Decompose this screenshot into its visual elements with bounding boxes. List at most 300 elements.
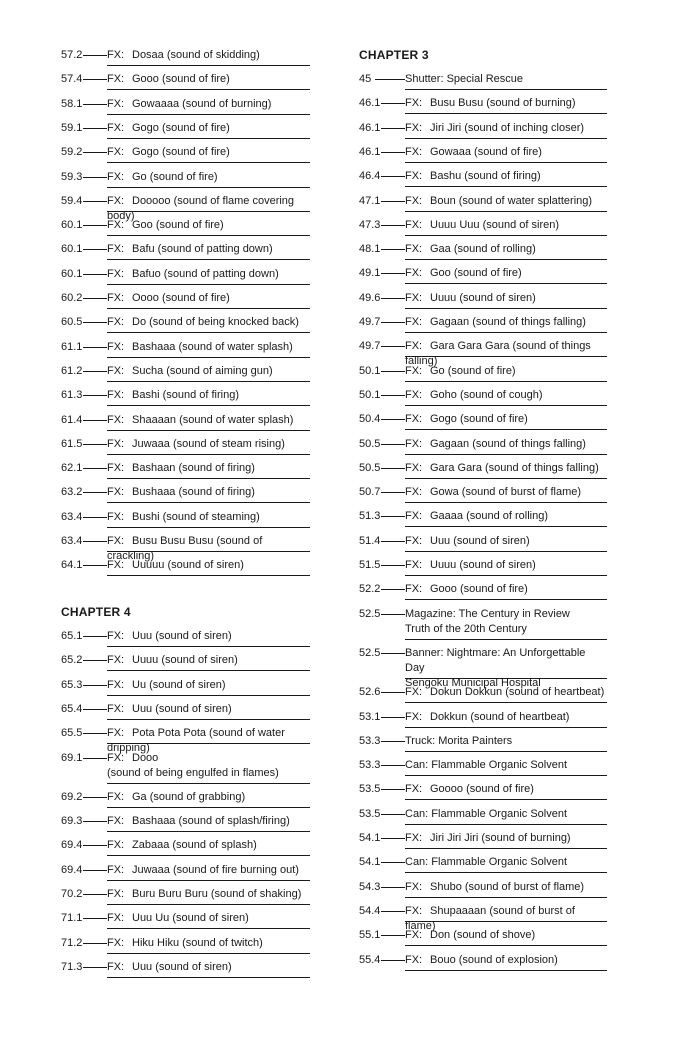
fx-label: FX:: [405, 510, 423, 523]
page-panel-number: 49.7: [359, 316, 381, 328]
glossary-entry: [61, 485, 310, 503]
fx-label: FX:: [405, 461, 423, 474]
entry-text: Banner: Nightmare: An Unforgettable Day Sengoku Municipal Hospital: [405, 646, 586, 689]
leader-line: [381, 935, 405, 936]
page-panel-number: 65.5: [61, 727, 83, 740]
leader-line: [381, 692, 405, 693]
entry-text: Shupaaaan (sound of burst of flame): [405, 904, 575, 932]
page-panel-number: 47.3: [359, 218, 381, 231]
leader-line: [381, 273, 405, 274]
fx-label: FX:: [107, 535, 125, 547]
glossary-entry: [61, 678, 310, 696]
entry-underline: [107, 211, 310, 212]
leader-line: [381, 862, 405, 863]
entry-underline: [107, 308, 310, 309]
entry-underline: [405, 639, 607, 640]
glossary-entry: [359, 242, 607, 260]
entry-underline: [107, 259, 310, 260]
entry-underline: [107, 162, 310, 163]
entry-description: [405, 72, 607, 87]
entry-underline: [107, 646, 310, 647]
leader-line: [381, 614, 405, 615]
fx-label: FX:: [107, 121, 125, 134]
page-panel-number: 57.2: [61, 49, 83, 61]
fx-label: FX:: [107, 727, 125, 740]
entry-underline: [405, 235, 607, 236]
glossary-entry: [61, 726, 310, 755]
page-panel-number: 50.7: [359, 486, 381, 499]
entry-description: [107, 887, 310, 902]
leader-line: [83, 565, 107, 566]
entry-underline: [107, 381, 310, 382]
leader-line: [381, 741, 405, 742]
entry-description: [107, 911, 310, 926]
entry-text: Bushaaa (sound of firing): [132, 486, 255, 499]
page-panel-number: 69.1: [61, 751, 83, 764]
entry-text: Gowa (sound of burst of flame): [430, 486, 582, 499]
page-panel-number: 64.1: [61, 559, 83, 572]
glossary-entry: [61, 887, 310, 905]
entry-underline: [405, 478, 607, 479]
page-panel-number: 61.3: [61, 389, 83, 402]
page-panel-number: 65.1: [61, 630, 83, 642]
entry-description: [405, 685, 607, 700]
entry-text: Boun (sound of water splattering): [430, 194, 593, 207]
fx-label: FX:: [405, 194, 423, 207]
page-panel-number: 59.2: [61, 146, 83, 159]
page-panel-number: 54.4: [359, 904, 381, 917]
entry-description: [107, 702, 310, 717]
entry-description: [107, 653, 310, 668]
glossary-entry: [61, 510, 310, 528]
page-panel-number: 52.2: [359, 583, 381, 596]
page-panel-number: 62.1: [61, 462, 83, 475]
entry-underline: [107, 977, 310, 978]
leader-line: [83, 177, 107, 178]
page-panel-number: 70.2: [61, 888, 83, 900]
entry-text: Bouo (sound of explosion): [430, 953, 558, 966]
entry-underline: [107, 405, 310, 406]
page-panel-number: 60.1: [61, 267, 83, 280]
leader-line: [83, 322, 107, 323]
page-panel-number: 51.3: [359, 510, 381, 523]
page-panel-number: 53.3: [359, 734, 381, 747]
fx-label: FX:: [405, 437, 423, 450]
entry-underline: [107, 783, 310, 784]
entry-text: Can: Flammable Organic Solvent: [405, 807, 568, 820]
page-panel-number: 53.5: [359, 783, 381, 796]
entry-description: [405, 782, 607, 797]
entry-underline: [107, 430, 310, 431]
fx-label: FX:: [107, 702, 125, 715]
glossary-entry: [359, 904, 607, 932]
entry-underline: [405, 113, 607, 114]
page-panel-number: 50.5: [359, 461, 381, 474]
glossary-entry: [61, 121, 310, 139]
entry-text: Pota Pota Pota (sound of water dripping): [107, 727, 285, 755]
entry-underline: [107, 138, 310, 139]
glossary-entry: [61, 936, 310, 954]
leader-line: [83, 517, 107, 518]
fx-label: FX:: [405, 388, 423, 401]
leader-line: [83, 943, 107, 944]
glossary-entry: [61, 388, 310, 406]
glossary-entry: [359, 710, 607, 728]
entry-underline: [405, 211, 607, 212]
fx-label: FX:: [405, 953, 423, 966]
entry-underline: [107, 953, 310, 954]
entry-description: [107, 315, 310, 330]
entry-text: Gowaaa (sound of fire): [430, 145, 542, 158]
glossary-entry: [61, 838, 310, 856]
entry-text: Gagaan (sound of things falling): [430, 316, 586, 328]
leader-line: [381, 444, 405, 445]
entry-description: [405, 607, 607, 637]
page-panel-number: 60.1: [61, 243, 83, 256]
fx-label: FX:: [405, 340, 423, 353]
leader-line: [83, 249, 107, 250]
fx-label: FX:: [107, 936, 125, 949]
glossary-entry: [359, 758, 607, 776]
fx-label: FX:: [107, 437, 125, 450]
entry-text: Bashu (sound of firing): [430, 170, 541, 183]
page-panel-number: 52.5: [359, 646, 381, 659]
entry-description: [405, 831, 607, 846]
glossary-entry: [359, 437, 607, 455]
entry-description: [405, 558, 607, 573]
fx-label: FX:: [405, 413, 423, 426]
glossary-entry: [359, 607, 607, 640]
glossary-entry: [61, 629, 310, 647]
page-panel-number: 60.5: [61, 316, 83, 329]
page-panel-number: 69.3: [61, 815, 83, 828]
entry-description: [107, 461, 310, 476]
entry-description: [107, 121, 310, 136]
entry-underline: [405, 186, 607, 187]
fx-label: FX:: [107, 462, 125, 475]
entry-text: Don (sound of shove): [430, 929, 536, 942]
leader-line: [381, 589, 405, 590]
entry-underline: [405, 872, 607, 873]
leader-line: [381, 565, 405, 566]
fx-label: FX:: [405, 486, 423, 499]
leader-line: [83, 104, 107, 105]
glossary-entry: [61, 863, 310, 881]
entry-underline: [405, 897, 607, 898]
entry-text: Dokun Dokkun (sound of heartbeat): [430, 686, 605, 699]
entry-description: [107, 364, 310, 379]
entry-text: Bafu (sound of patting down): [132, 243, 273, 256]
fx-label: FX:: [405, 170, 423, 183]
leader-line: [83, 660, 107, 661]
entry-underline: [107, 187, 310, 188]
fx-label: FX:: [405, 316, 423, 328]
entry-underline: [405, 599, 607, 600]
entry-text: Oooo (sound of fire): [132, 292, 230, 304]
leader-line: [381, 346, 405, 347]
entry-underline: [405, 89, 607, 90]
leader-line: [83, 709, 107, 710]
page-panel-number: 55.4: [359, 953, 381, 966]
glossary-entry: [61, 194, 310, 222]
glossary-entry: [359, 315, 607, 333]
entry-underline: [107, 284, 310, 285]
entry-underline: [107, 904, 310, 905]
entry-underline: [405, 921, 607, 922]
leader-line: [381, 322, 405, 323]
page-panel-number: 60.2: [61, 292, 83, 304]
glossary-entry: [359, 266, 607, 284]
entry-underline: [107, 831, 310, 832]
entry-underline: [405, 799, 607, 800]
entry-text: Dooo (sound of being engulfed in flames): [107, 751, 279, 779]
entry-underline: [405, 138, 607, 139]
entry-underline: [405, 727, 607, 728]
chapter-4-heading: CHAPTER 4: [61, 605, 131, 619]
fx-label: FX:: [107, 559, 125, 572]
entry-description: [405, 758, 607, 773]
leader-line: [381, 103, 405, 104]
entry-description: [107, 437, 310, 452]
fx-label: FX:: [405, 267, 423, 280]
entry-text: Gooo (sound of fire): [430, 583, 528, 596]
fx-label: FX:: [405, 904, 423, 917]
glossary-entry: [61, 790, 310, 808]
entry-text: Gogo (sound of fire): [132, 121, 230, 134]
entry-text: Zabaaa (sound of splash): [132, 839, 257, 852]
glossary-entry: [61, 437, 310, 455]
page-panel-number: 47.1: [359, 194, 381, 207]
entry-description: [107, 72, 310, 87]
entry-text: Gara Gara (sound of things falling): [430, 461, 599, 474]
entry-underline: [405, 970, 607, 971]
page-panel-number: 69.4: [61, 839, 83, 852]
entry-text: Gogo (sound of fire): [430, 413, 528, 426]
fx-label: FX:: [405, 783, 423, 796]
page-panel-number: 59.1: [61, 121, 83, 134]
glossary-entry: [61, 364, 310, 382]
entry-underline: [405, 751, 607, 752]
entry-text: Goooo (sound of fire): [430, 783, 534, 796]
page-panel-number: 63.2: [61, 486, 83, 499]
page-panel-number: 51.4: [359, 534, 381, 547]
leader-line: [381, 789, 405, 790]
entry-description: [107, 413, 310, 428]
leader-line: [381, 128, 405, 129]
fx-label: FX:: [107, 340, 125, 353]
fx-label: FX:: [405, 121, 423, 134]
leader-line: [83, 821, 107, 822]
fx-label: FX:: [107, 97, 125, 110]
entry-description: [107, 267, 310, 282]
page-panel-number: 49.6: [359, 291, 381, 304]
fx-label: FX:: [405, 97, 423, 110]
glossary-entry: [359, 194, 607, 212]
glossary-entry: [359, 582, 607, 600]
page-panel-number: 61.2: [61, 364, 83, 377]
fx-label: FX:: [107, 815, 125, 828]
glossary-entry: [61, 461, 310, 479]
entry-underline: [405, 526, 607, 527]
entry-description: [107, 242, 310, 257]
entry-underline: [405, 945, 607, 946]
glossary-entry: [359, 953, 607, 971]
page-panel-number: 69.2: [61, 790, 83, 803]
entry-text: Sucha (sound of aiming gun): [132, 364, 273, 377]
leader-line: [83, 444, 107, 445]
leader-line: [83, 894, 107, 895]
leader-line: [83, 918, 107, 919]
leader-line: [381, 419, 405, 420]
glossary-entry: [359, 928, 607, 946]
page-panel-number: 53.1: [359, 710, 381, 723]
fx-label: FX:: [107, 912, 125, 925]
entry-text: Buru Buru Buru (sound of shaking): [132, 888, 302, 900]
fx-label: FX:: [405, 364, 423, 377]
glossary-entry: [61, 911, 310, 929]
fx-label: FX:: [405, 710, 423, 723]
page-panel-number: 53.3: [359, 759, 381, 772]
entry-underline: [107, 65, 310, 66]
glossary-entry: [61, 340, 310, 358]
glossary-entry: [359, 855, 607, 873]
leader-line: [83, 758, 107, 759]
leader-line: [381, 717, 405, 718]
entry-underline: [107, 502, 310, 503]
leader-line: [381, 225, 405, 226]
fx-label: FX:: [107, 486, 125, 499]
entry-underline: [405, 381, 607, 382]
entry-text: Uuu Uu (sound of siren): [132, 912, 249, 925]
page-panel-number: 69.4: [61, 863, 83, 876]
entry-text: Juwaaa (sound of steam rising): [132, 437, 285, 450]
entry-text: Uuu (sound of siren): [430, 534, 530, 547]
leader-line: [381, 152, 405, 153]
page-panel-number: 65.4: [61, 702, 83, 715]
glossary-entry: [359, 558, 607, 576]
entry-text: Busu Busu Busu (sound of crackling): [107, 535, 263, 562]
entry-description: [405, 291, 607, 306]
fx-label: FX:: [107, 960, 125, 973]
entry-underline: [405, 308, 607, 309]
page-panel-number: 52.6: [359, 686, 381, 699]
glossary-entry: [359, 145, 607, 163]
leader-line: [381, 176, 405, 177]
entry-text: Gogo (sound of fire): [132, 146, 230, 159]
entry-underline: [107, 551, 310, 552]
entry-underline: [405, 454, 607, 455]
page-panel-number: 50.1: [359, 364, 381, 377]
entry-description: [107, 751, 310, 781]
entry-text: Uuuu (sound of siren): [132, 654, 238, 667]
entry-description: [107, 170, 310, 185]
glossary-entry: [359, 685, 607, 703]
entry-text: Dooooo (sound of flame covering body): [107, 194, 295, 222]
glossary-entry: [359, 880, 607, 898]
fx-label: FX:: [107, 389, 125, 402]
leader-line: [83, 395, 107, 396]
leader-line: [83, 685, 107, 686]
entry-underline: [405, 775, 607, 776]
leader-line: [83, 492, 107, 493]
page-panel-number: 57.4: [61, 73, 83, 86]
fx-label: FX:: [405, 291, 423, 304]
glossary-entry: [61, 814, 310, 832]
entry-text: Goho (sound of cough): [430, 388, 543, 401]
entry-text: Uuu (sound of siren): [132, 702, 232, 715]
page-panel-number: 63.4: [61, 510, 83, 523]
leader-line: [381, 653, 405, 654]
entry-description: [405, 807, 607, 822]
page-panel-number: 50.4: [359, 413, 381, 426]
glossary-entry: [359, 169, 607, 187]
entry-description: [107, 97, 310, 112]
glossary-entry: [359, 782, 607, 800]
entry-underline: [107, 89, 310, 90]
fx-label: FX:: [107, 316, 125, 329]
glossary-entry: [61, 653, 310, 671]
entry-description: [107, 838, 310, 853]
page-panel-number: 50.1: [359, 388, 381, 401]
entry-underline: [405, 702, 607, 703]
entry-underline: [405, 502, 607, 503]
page-panel-number: 46.1: [359, 145, 381, 158]
glossary-entry: [359, 734, 607, 752]
entry-description: [107, 629, 310, 644]
fx-label: FX:: [107, 790, 125, 803]
page-panel-number: 46.4: [359, 170, 381, 183]
fx-label: FX:: [405, 559, 423, 571]
leader-line: [83, 420, 107, 421]
entry-underline: [405, 575, 607, 576]
chapter-3-heading: CHAPTER 3: [359, 48, 429, 62]
glossary-entry: [61, 558, 310, 576]
entry-description: [405, 412, 607, 427]
entry-text: Uuuu Uuu (sound of siren): [430, 218, 560, 231]
glossary-entry: [359, 646, 607, 689]
glossary-entry: [61, 291, 310, 309]
glossary-entry: [61, 48, 310, 66]
entry-text: Bashaaa (sound of water splash): [132, 340, 293, 353]
leader-line: [83, 371, 107, 372]
glossary-entry: [61, 751, 310, 784]
page-panel-number: 50.5: [359, 437, 381, 450]
entry-underline: [405, 824, 607, 825]
fx-label: FX:: [107, 863, 125, 876]
leader-line: [381, 765, 405, 766]
entry-description: [405, 242, 607, 257]
leader-line: [83, 152, 107, 153]
page-panel-number: 58.1: [61, 97, 83, 110]
entry-underline: [107, 235, 310, 236]
glossary-entry: [359, 831, 607, 849]
entry-text: Dokkun (sound of heartbeat): [430, 710, 570, 723]
entry-text: Ga (sound of grabbing): [132, 790, 246, 803]
entry-text: Dosaa (sound of skidding): [132, 49, 260, 61]
leader-line: [381, 492, 405, 493]
fx-label: FX:: [107, 888, 125, 900]
entry-text: Goo (sound of fire): [132, 219, 224, 232]
entry-text: Uuuu (sound of siren): [430, 559, 536, 571]
glossary-entry: [61, 413, 310, 431]
page-panel-number: 48.1: [359, 243, 381, 256]
entry-description: [107, 814, 310, 829]
fx-label: FX:: [107, 751, 125, 764]
entry-description: [107, 218, 310, 233]
entry-text: Go (sound of fire): [132, 170, 218, 183]
leader-line: [83, 274, 107, 275]
entry-text: Gooo (sound of fire): [132, 73, 230, 86]
